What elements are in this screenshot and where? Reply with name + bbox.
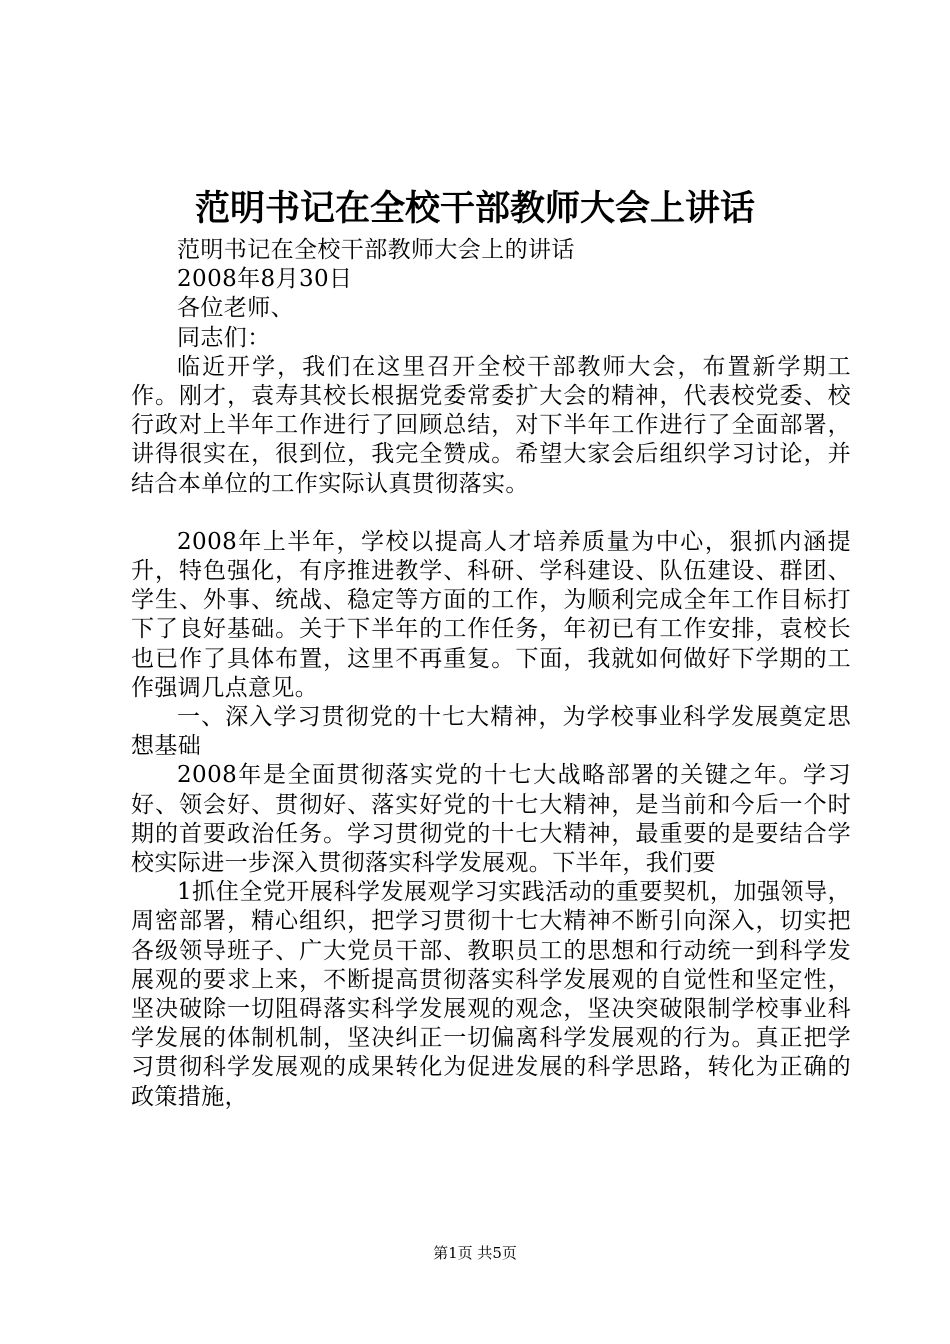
body-paragraph: 2008年是全面贯彻落实党的十七大战略部署的关键之年。学习好、领会好、贯彻好、落实好党的十七大精神，是当前和今后一个时期的首要政治任务。学习贯彻党的十七大精神，最重要的是要结合学校实际进一步深入贯彻落实科学发展观。下半年，我们要	[131, 762, 851, 877]
body-paragraph: 2008年上半年，学校以提高人才培养质量为中心，狠抓内涵提升，特色强化，有序推进教学、科研、学科建设、队伍建设、群团、学生、外事、统战、稳定等方面的工作，为顺利完成全年工作目标打下了良好基础。关于下半年的工作任务，年初已有工作安排，袁校长也已作了具体布置，这里不再重复。下面，我就如何做好下学期的工作强调几点意见。	[131, 528, 851, 701]
subtitle-paragraph: 范明书记在全校干部教师大会上的讲话	[177, 237, 575, 263]
date-paragraph: 2008年8月30日	[177, 266, 353, 293]
salutation-paragraph: 各位老师、	[177, 295, 294, 322]
body-paragraph: 1抓住全党开展科学发展观学习实践活动的重要契机，加强领导，周密部署，精心组织，把学习贯彻十七大精神不断引向深入，切实把各级领导班子、广大党员干部、教职员工的思想和行动统一到科学发展观的要求上来，不断提高贯彻落实科学发展观的自觉性和坚定性，坚决破除一切阻碍落实科学发展观的观念，坚决突破限制学校事业科学发展的体制机制，坚决纠正一切偏离科学发展观的行为。真正把学习贯彻科学发展观的成果转化为促进发展的科学思路，转化为正确的政策措施，	[131, 879, 851, 1110]
section-heading: 一、深入学习贯彻党的十七大精神，为学校事业科学发展奠定思想基础	[131, 704, 851, 760]
page-number-footer: 第1页 共5页	[433, 1244, 517, 1262]
salutation-paragraph: 同志们：	[177, 324, 271, 351]
document-title: 范明书记在全校干部教师大会上讲话	[194, 188, 755, 229]
document-body	[131, 236, 851, 1112]
body-paragraph: 临近开学，我们在这里召开全校干部教师大会，布置新学期工作。刚才，袁寿其校长根据党委常委扩大会的精神，代表校党委、校行政对上半年工作进行了回顾总结，对下半年工作进行了全面部署，讲得很实在，很到位，我完全赞成。希望大家会后组织学习讨论，并结合本单位的工作实际认真贯彻落实。	[131, 353, 851, 497]
